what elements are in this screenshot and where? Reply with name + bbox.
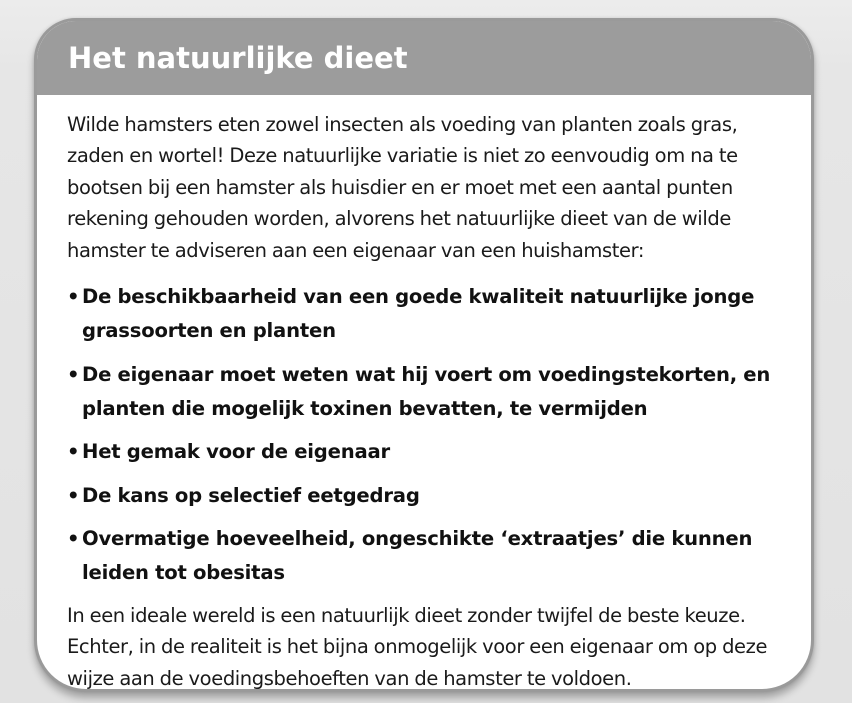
info-box-title: Het natuurlijke dieet [68,41,408,75]
bullet-icon: • [67,362,80,386]
outro-paragraph: In een ideale wereld is een natuurlijk dieet zonder twijfel de beste keuze. Echter, in de realiteit is het bijna onmogelijk voor een eigenaar om op deze wijze aan de voedingsbehoeften van de hamster te voldoen. [67,604,768,690]
info-box-header [37,21,811,95]
intro-paragraph: Wilde hamsters eten zowel insecten als voeding van planten zoals gras, zaden en wortel! Deze natuurlijke variatie is niet zo eenvoudig om na te bootsen bij een hamster als huisdier en er moet met een aantal punten rekening gehouden worden, alvorens het natuurlijke dieet van de wilde hamster te adviseren aan een eigenaar van een huishamster: [67,113,738,262]
bullet-icon: • [67,285,80,309]
info-box-body [37,95,811,692]
bullet-icon: • [67,527,80,551]
list-item [67,522,789,590]
list-item [67,358,789,426]
bullet-icon: • [67,483,80,507]
info-box [34,18,814,692]
bullet-text: Het gemak voor de eigenaar [82,440,390,464]
list-item [67,280,789,348]
bullet-text: De eigenaar moet weten wat hij voert om voedingstekorten, en planten die mogelijk toxinen bevatten, te vermijden [82,362,771,420]
list-item [67,479,789,513]
bullet-icon: • [67,440,80,464]
bullet-text: De kans op selectief eetgedrag [82,483,420,507]
list-item [67,435,789,469]
bullet-text: Overmatige hoeveelheid, ongeschikte ‘extraatjes’ die kunnen leiden tot obesitas [82,527,753,585]
bullet-text: De beschikbaarheid van een goede kwaliteit natuurlijke jonge grassoorten en planten [82,285,755,343]
bullet-list [67,280,789,590]
